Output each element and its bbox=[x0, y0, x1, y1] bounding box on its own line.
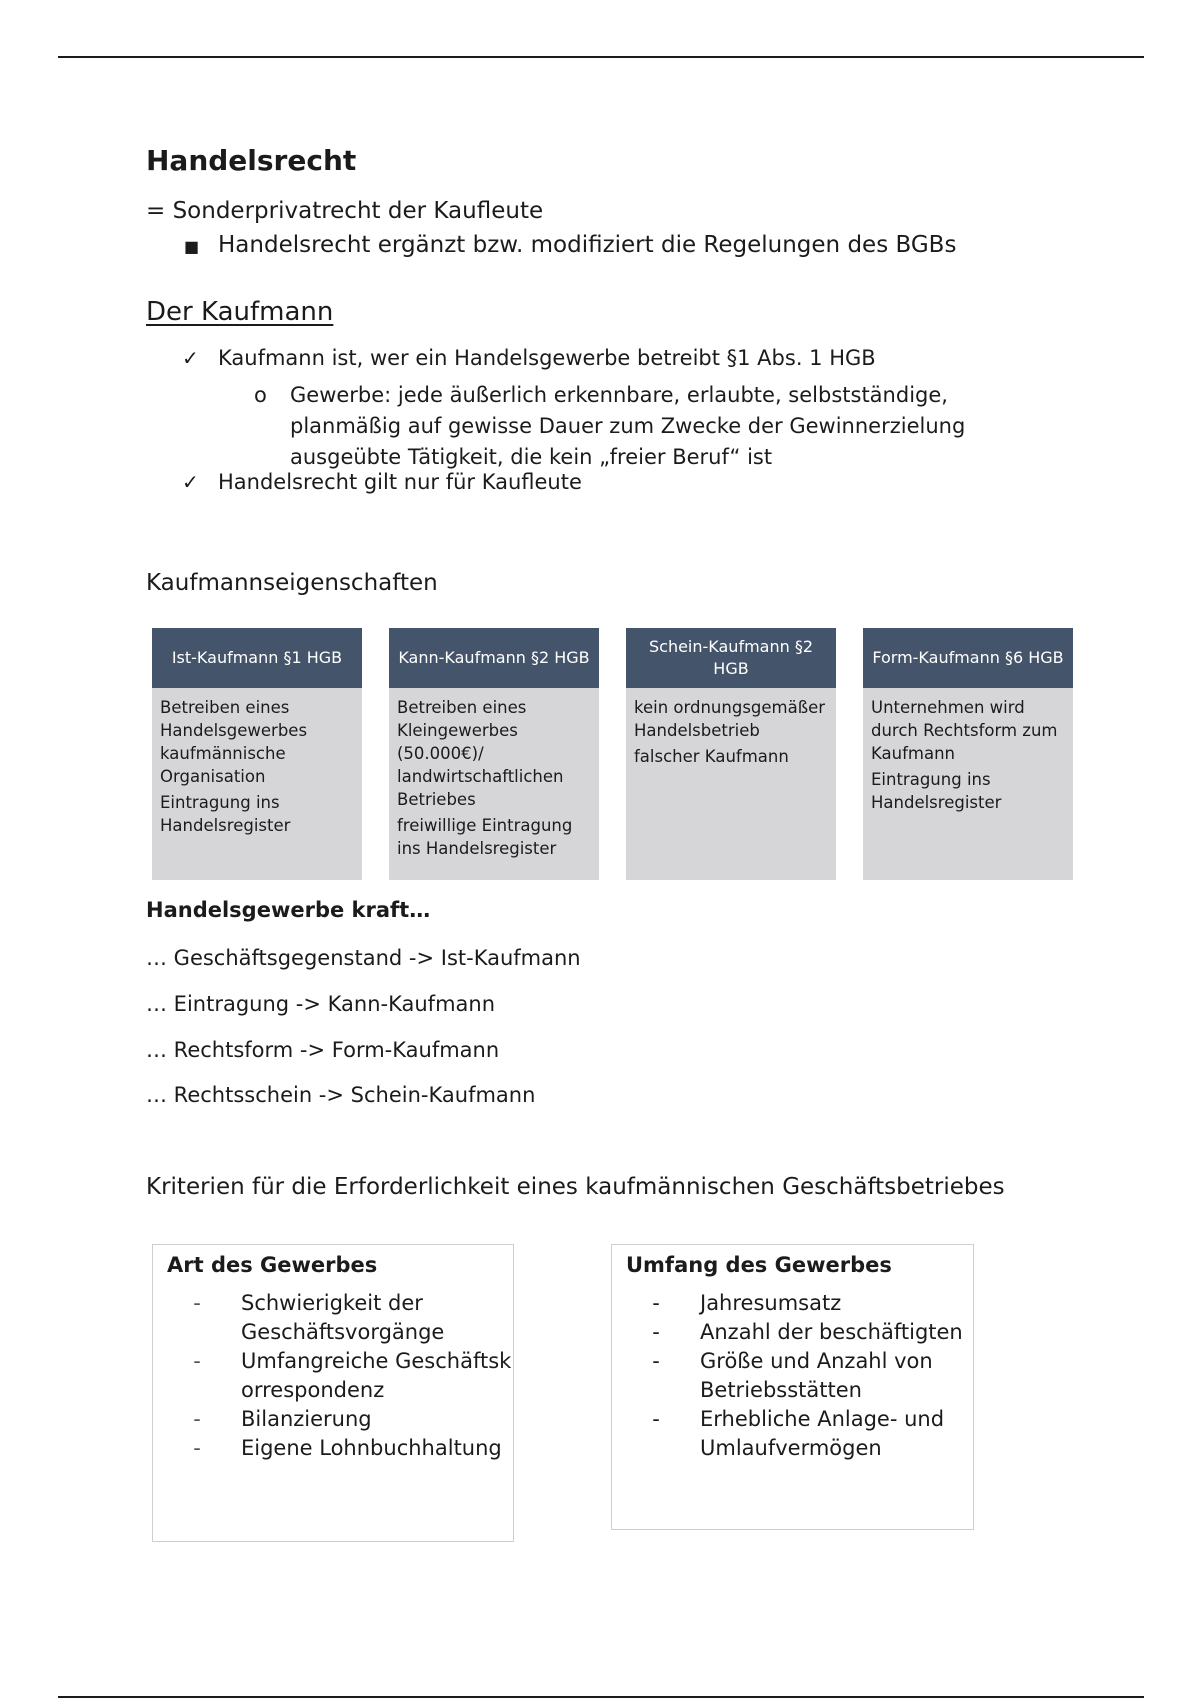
box-art-des-gewerbes bbox=[152, 1244, 514, 1542]
intro-bullet-text: Handelsrecht ergänzt bzw. modifiziert die Regelungen des BGBs bbox=[218, 232, 957, 258]
checkmark-icon: ✓ bbox=[182, 470, 199, 494]
card-line: Unternehmen wird durch Rechtsform zum Kaufmann bbox=[871, 698, 1058, 763]
box-title: Art des Gewerbes bbox=[167, 1253, 378, 1277]
handelsgewerbe-line: … Rechtsschein -> Schein-Kaufmann bbox=[146, 1083, 536, 1107]
handelsgewerbe-line: … Eintragung -> Kann-Kaufmann bbox=[146, 992, 496, 1016]
section-heading-kaufmann: Der Kaufmann bbox=[146, 297, 334, 327]
list-item-text: Umfangreiche Geschäftskorrespondenz bbox=[241, 1349, 512, 1402]
card-line: falscher Kaufmann bbox=[634, 747, 789, 766]
dash-marker: - bbox=[193, 1291, 201, 1315]
section-heading-eigenschaften: Kaufmannseigenschaften bbox=[146, 570, 438, 596]
definition-text: = Sonderprivatrecht der Kaufleute bbox=[146, 198, 544, 224]
square-bullet-icon: ■ bbox=[184, 237, 200, 256]
card-body bbox=[152, 688, 362, 837]
card-title: Ist-Kaufmann §1 HGB bbox=[152, 628, 362, 688]
top-rule bbox=[58, 56, 1144, 58]
check-item-1 bbox=[182, 346, 876, 370]
card-body bbox=[389, 688, 599, 860]
card-line: freiwillige Eintragung ins Handelsregister bbox=[397, 816, 573, 858]
list-item-text: Bilanzierung bbox=[241, 1407, 372, 1431]
box-umfang-des-gewerbes bbox=[611, 1244, 974, 1530]
card-schein-kaufmann bbox=[626, 628, 836, 880]
dash-marker: - bbox=[193, 1436, 201, 1460]
handelsgewerbe-line: … Geschäftsgegenstand -> Ist-Kaufmann bbox=[146, 946, 581, 970]
sub-item-gewerbe bbox=[254, 380, 990, 473]
section-heading-kriterien: Kriterien für die Erforderlichkeit eines kaufmännischen Geschäftsbetriebes bbox=[146, 1174, 1005, 1200]
criteria-list bbox=[612, 1289, 973, 1463]
card-body bbox=[626, 688, 836, 768]
check-item-text: Kaufmann ist, wer ein Handelsgewerbe betreibt §1 Abs. 1 HGB bbox=[218, 346, 876, 370]
list-item bbox=[612, 1318, 973, 1347]
list-item-text: Anzahl der beschäftigten bbox=[700, 1320, 963, 1344]
box-title: Umfang des Gewerbes bbox=[626, 1253, 892, 1277]
card-form-kaufmann bbox=[863, 628, 1073, 880]
intro-bullet bbox=[184, 232, 956, 262]
list-item bbox=[612, 1289, 973, 1318]
handelsgewerbe-line: … Rechtsform -> Form-Kaufmann bbox=[146, 1038, 500, 1062]
card-line: Betreiben eines Kleingewerbes (50.000€)/ landwirtschaftlichen Betriebes bbox=[397, 698, 564, 809]
list-item bbox=[612, 1347, 973, 1405]
card-line: Eintragung ins Handelsregister bbox=[871, 770, 1002, 812]
card-title: Kann-Kaufmann §2 HGB bbox=[389, 628, 599, 688]
dash-marker: - bbox=[652, 1349, 660, 1373]
card-line: kein ordnungsgemäßer Handelsbetrieb bbox=[634, 698, 826, 740]
criteria-list bbox=[153, 1289, 513, 1463]
page-title: Handelsrecht bbox=[146, 144, 357, 177]
card-line: Betreiben eines Handelsgewerbes kaufmännische Organisation bbox=[160, 698, 308, 786]
checkmark-icon: ✓ bbox=[182, 346, 199, 370]
card-title: Schein-Kaufmann §2 HGB bbox=[626, 628, 836, 688]
sub-item-text: Gewerbe: jede äußerlich erkennbare, erlaubte, selbstständige, planmäßig auf gewisse Dauer zum Zwecke der Gewinnerzielung ausgeübte Tätigkeit, die kein „freier Beruf“ ist bbox=[290, 383, 966, 469]
check-item-2 bbox=[182, 470, 582, 494]
list-item-text: Größe und Anzahl von Betriebsstätten bbox=[700, 1349, 933, 1402]
list-item-text: Eigene Lohnbuchhaltung bbox=[241, 1436, 502, 1460]
list-item bbox=[153, 1347, 513, 1405]
card-kann-kaufmann bbox=[389, 628, 599, 880]
card-line: Eintragung ins Handelsregister bbox=[160, 793, 291, 835]
list-item bbox=[153, 1434, 513, 1463]
bottom-rule bbox=[58, 1696, 1144, 1698]
check-item-text: Handelsrecht gilt nur für Kaufleute bbox=[218, 470, 582, 494]
dash-marker: - bbox=[193, 1407, 201, 1431]
card-body bbox=[863, 688, 1073, 814]
list-item bbox=[612, 1405, 973, 1463]
list-item bbox=[153, 1405, 513, 1434]
sub-bullet-marker: o bbox=[254, 383, 267, 407]
handelsgewerbe-heading: Handelsgewerbe kraft… bbox=[146, 898, 431, 922]
list-item-text: Jahresumsatz bbox=[700, 1291, 842, 1315]
dash-marker: - bbox=[193, 1349, 201, 1373]
dash-marker: - bbox=[652, 1291, 660, 1315]
card-title: Form-Kaufmann §6 HGB bbox=[863, 628, 1073, 688]
dash-marker: - bbox=[652, 1407, 660, 1431]
list-item bbox=[153, 1289, 513, 1347]
list-item-text: Erhebliche Anlage- und Umlaufvermögen bbox=[700, 1407, 945, 1460]
dash-marker: - bbox=[652, 1320, 660, 1344]
list-item-text: Schwierigkeit der Geschäftsvorgänge bbox=[241, 1291, 445, 1344]
card-ist-kaufmann bbox=[152, 628, 362, 880]
